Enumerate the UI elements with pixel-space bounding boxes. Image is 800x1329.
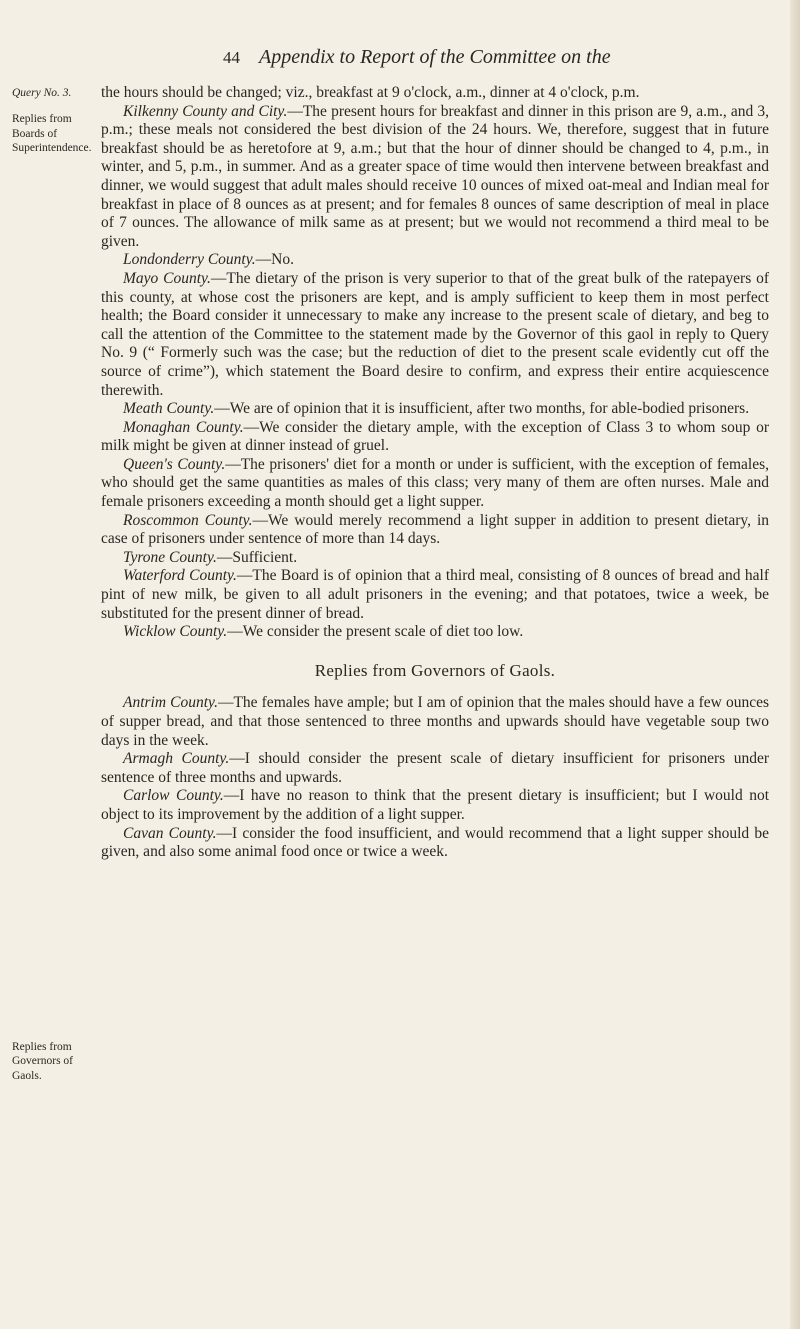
paragraph: Tyrone County.—Sufficient. <box>123 548 298 566</box>
paragraph: Monaghan County.—We consider the dietary ample, with the exception of Class 3 to whom soup or milk might be given at dinner instead of gruel. <box>101 418 769 455</box>
boards-note: Replies from Boards of Superintendence. <box>12 113 92 155</box>
paragraph: Roscommon County.—We would merely recommend a light supper in addition to present dietary, in case of prisoners under sentence of more than 14 days. <box>101 511 770 548</box>
margin-note-boards <box>12 86 94 156</box>
paragraph: Queen's County.—The prisoners' diet for a month or under is sufficient, with the exception of females, who should get the same quantities as males of this class; very many of them are often nurses. Male and female prisoners exceeding a month should get a light supper. <box>101 455 769 511</box>
paragraph: Antrim County.—The females have ample; but I am of opinion that the males should have a few ounces of supper bread, and that those sentenced to three months and upwards should have vegetable soup two days in the week. <box>101 694 769 749</box>
paragraph: Cavan County.—I consider the food insufficient, and would recommend that a light supper should be given, and also some animal food once or twice a week. <box>101 824 769 861</box>
paragraph: Wicklow County.—We consider the present scale of diet too low. <box>123 623 524 641</box>
paragraph: Mayo County.—The dietary of the prison is very superior to that of the great bulk of the ratepayers of this county, at whose cost the prisoners are kept, and is amply sufficient to keep them in most perfect health; the Board consider it unnecessary to make any increase to the present scale of dietary, and beg to call the attention of the Committee to the statement made by the Governor of this gaol in reply to Query No. 9 (“ Formerly such was the case; but the reduction of diet to the present scale evidently cut off the source of crime”), which statement the Board desire to confirm, and express their entire acquiescence therewith. <box>101 269 769 399</box>
paragraph: Meath County.—We are of opinion that it is insufficient, after two months, for able-bodied prisoners. <box>123 400 750 418</box>
paragraph: Londonderry County.—No. <box>123 251 294 269</box>
page-edge-shadow <box>790 0 800 1329</box>
page-number: 44 <box>223 48 240 67</box>
margin-note-governors <box>12 1040 94 1083</box>
body-text <box>101 84 769 862</box>
page-header <box>223 46 783 69</box>
paragraph: Carlow County.—I have no reason to think that the present dietary is insufficient; but I would not object to its improvement by the addition of a light supper. <box>101 787 769 823</box>
running-title: Appendix to Report of the Committee on the <box>259 46 611 68</box>
paragraph: Armagh County.—I should consider the present scale of dietary insufficient for prisoners under sentence of three months and upwards. <box>101 750 769 786</box>
paragraph: Kilkenny County and City.—The present hours for breakfast and dinner in this prison are 9, a.m., and 3, p.m.; these meals not considered the best division of the 24 hours. We, therefore, suggest that in future breakfast should be as heretofore at 9, a.m.; but that the hour of dinner should be changed to 4, p.m., in winter, and 5, p.m., in summer. And as a greater space of time would then intervene between breakfast and dinner, we would suggest that adult males should receive 10 ounces of mixed oat-meal and Indian meal for breakfast in place of 8 ounces as at present; and for females 8 ounces of same description of meal in place of 7 ounces. The allowance of milk same as at present; but we would not recommend a third meal to be given. <box>101 102 770 250</box>
query-number: Query No. 3. <box>12 87 72 99</box>
paragraph: the hours should be changed; viz., breakfast at 9 o'clock, a.m., dinner at 4 o'clock, p.m. <box>101 84 640 101</box>
paragraph: Waterford County.—The Board is of opinion that a third meal, consisting of 8 ounces of bread and half pint of new milk, be given to all adult prisoners in the evening; and that potatoes, twice a week, be substituted for the present dinner of bread. <box>101 567 770 622</box>
governors-note: Replies from Governors of Gaols. <box>12 1041 73 1082</box>
section-heading: Replies from Governors of Gaols. <box>314 660 556 680</box>
